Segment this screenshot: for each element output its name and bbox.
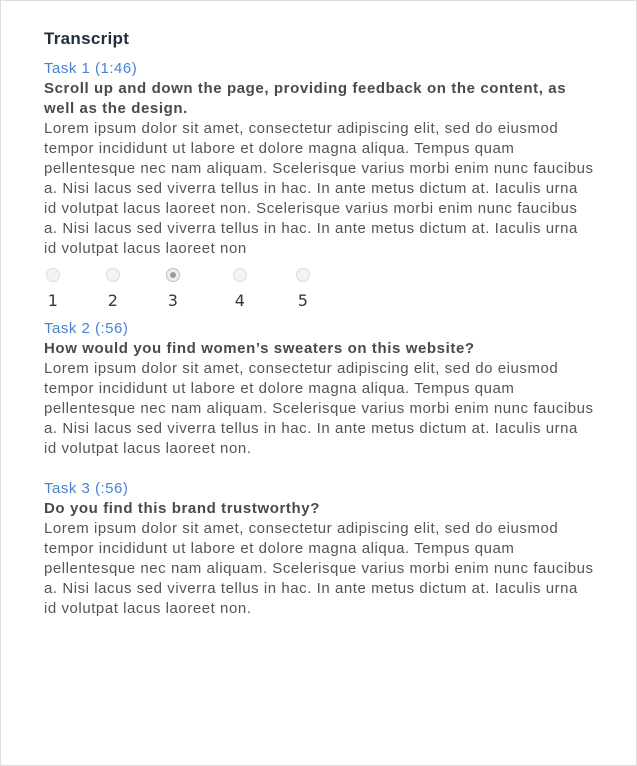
rating-label-5: 5	[297, 291, 309, 310]
rating-label-3: 3	[167, 291, 179, 310]
rating-radio-1[interactable]	[46, 268, 60, 282]
transcript-content	[44, 28, 594, 619]
task-body: Lorem ipsum dolor sit amet, consectetur adipiscing elit, sed do eiusmod tempor incididunt ut labore et dolore magna aliqua. Tempus quam pellentesque nec nam aliquam. Scelerisque varius morbi enim nunc faucibus a. Nisi lacus sed viverra tellus in hac. In ante metus dictum at. Iaculis urna id volutpat lacus laoreet non.	[44, 520, 594, 617]
rating-option-4[interactable]	[230, 267, 250, 310]
task-heading: Task 1 (1:46)	[44, 60, 138, 77]
transcript-title: Transcript	[44, 29, 130, 48]
task-heading: Task 2 (:56)	[44, 320, 129, 337]
task-3	[44, 479, 594, 619]
task-2	[44, 319, 594, 459]
rating-scale	[44, 267, 594, 319]
task-question: Scroll up and down the page, providing feedback on the content, as well as the design.	[44, 80, 567, 117]
rating-radio-4[interactable]	[233, 268, 247, 282]
rating-radio-2[interactable]	[106, 268, 120, 282]
rating-label-4: 4	[234, 291, 246, 310]
task-spacer	[44, 459, 594, 479]
rating-label-1: 1	[47, 291, 59, 310]
rating-option-2[interactable]	[103, 267, 123, 310]
rating-option-3[interactable]	[163, 267, 183, 310]
rating-option-5[interactable]	[293, 267, 313, 310]
task-heading: Task 3 (:56)	[44, 480, 129, 497]
rating-radio-3-selected[interactable]	[166, 268, 180, 282]
task-question: How would you find women’s sweaters on this website?	[44, 340, 475, 357]
task-question: Do you find this brand trustworthy?	[44, 500, 320, 517]
rating-label-2: 2	[107, 291, 119, 310]
task-body: Lorem ipsum dolor sit amet, consectetur adipiscing elit, sed do eiusmod tempor incididunt ut labore et dolore magna aliqua. Tempus quam pellentesque nec nam aliquam. Scelerisque varius morbi enim nunc faucibus a. Nisi lacus sed viverra tellus in hac. In ante metus dictum at. Iaculis urna id volutpat lacus laoreet non. Scelerisque varius morbi enim nunc faucibus a. Nisi lacus sed viverra tellus in hac. In ante metus dictum at. Iaculis urna id volutpat lacus laoreet non	[44, 120, 594, 257]
rating-option-1[interactable]	[43, 267, 63, 310]
rating-radio-5[interactable]	[296, 268, 310, 282]
task-1	[44, 59, 594, 319]
task-body: Lorem ipsum dolor sit amet, consectetur adipiscing elit, sed do eiusmod tempor incididunt ut labore et dolore magna aliqua. Tempus quam pellentesque nec nam aliquam. Scelerisque varius morbi enim nunc faucibus a. Nisi lacus sed viverra tellus in hac. In ante metus dictum at. Iaculis urna id volutpat lacus laoreet non.	[44, 360, 594, 457]
